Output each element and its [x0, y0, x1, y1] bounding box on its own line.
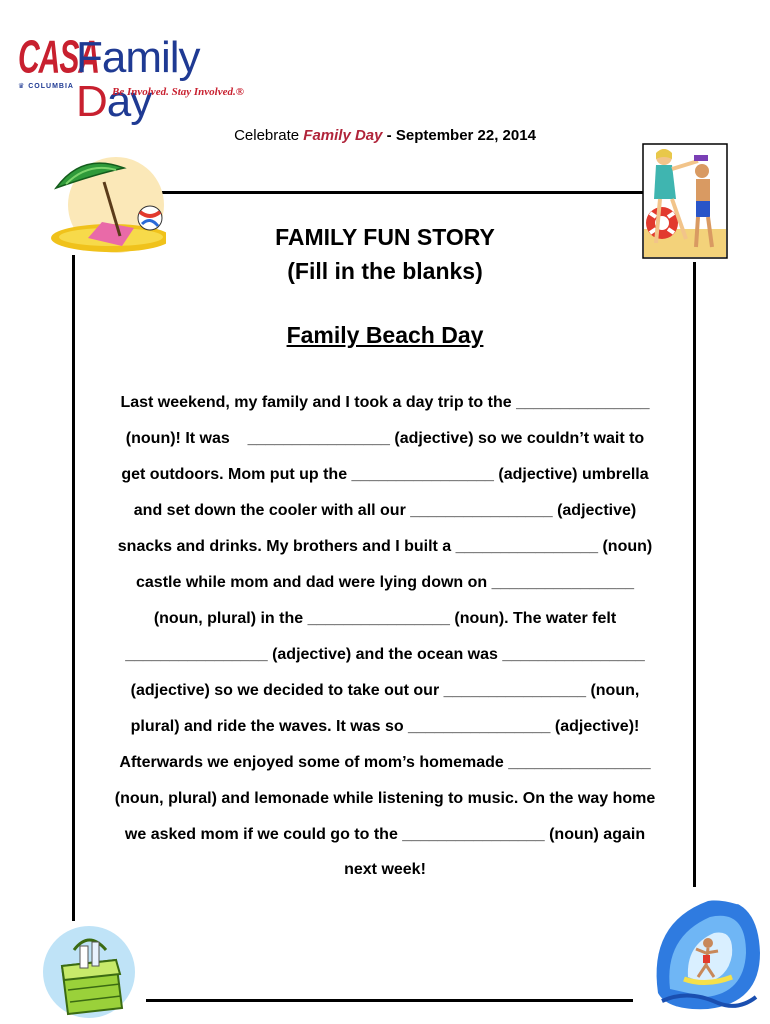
frame-bottom-line: [146, 999, 633, 1002]
story-line: snacks and drinks. My brothers and I built a ________________ (noun): [117, 538, 653, 555]
story-line: ________________ (adjective) and the ocean was ________________: [125, 646, 645, 663]
page-title: FAMILY FUN STORY: [275, 224, 495, 250]
story-line: Last weekend, my family and I took a day trip to the _______________: [120, 394, 650, 411]
logo-title: [76, 33, 284, 126]
celebrate-prefix: Celebrate: [234, 127, 304, 144]
celebrate-date: September 22, 2014: [395, 127, 536, 144]
story-line: next week!: [344, 861, 426, 878]
casa-sub-text: [18, 82, 74, 90]
story-line: we asked mom if we could go to the ________________ (noun) again: [124, 826, 646, 843]
frame-top-line: [158, 191, 645, 194]
story-title: Family Beach Day: [286, 322, 484, 348]
casa-sub-label: COLUMBIA: [28, 83, 74, 90]
picnic-cooler-icon: [34, 920, 144, 1020]
story-line: (adjective) so we decided to take out our ________________ (noun,: [130, 682, 640, 699]
casa-logo-text: CASA: [18, 32, 100, 84]
logo-tagline: Be Involved. Stay Involved.®: [112, 86, 244, 98]
story-line: get outdoors. Mom put up the ________________ (adjective) umbrella: [121, 466, 649, 483]
story-line: (noun, plural) in the ________________ (noun). The water felt: [153, 610, 617, 627]
logo-title-family: Family: [76, 33, 200, 82]
surfer-wave-icon: [648, 893, 764, 1013]
frame-right-line: [693, 262, 696, 887]
story-line: castle while mom and dad were lying down on ________________: [136, 574, 634, 591]
logo-title-ay: ay: [106, 77, 152, 126]
frame-left-line: [72, 255, 75, 921]
page-subtitle: (Fill in the blanks): [287, 258, 483, 284]
story-line: plural) and ride the waves. It was so ________________ (adjective)!: [130, 718, 640, 735]
story-line: (noun, plural) and lemonade while listening to music. On the way home: [114, 790, 656, 807]
celebrate-line: [0, 127, 770, 144]
celebrate-separator: -: [382, 127, 396, 144]
family-day-logo: [14, 22, 284, 126]
story-line: Afterwards we enjoyed some of mom’s homemade ________________: [119, 754, 651, 771]
story-line: (noun)! It was ________________ (adjective) so we couldn’t wait to: [125, 430, 645, 447]
story-line: and set down the cooler with all our ________________ (adjective): [133, 502, 637, 519]
logo-title-d: D: [76, 77, 107, 126]
celebrate-event: Family Day: [303, 127, 383, 144]
crown-icon: ♛: [18, 83, 29, 90]
